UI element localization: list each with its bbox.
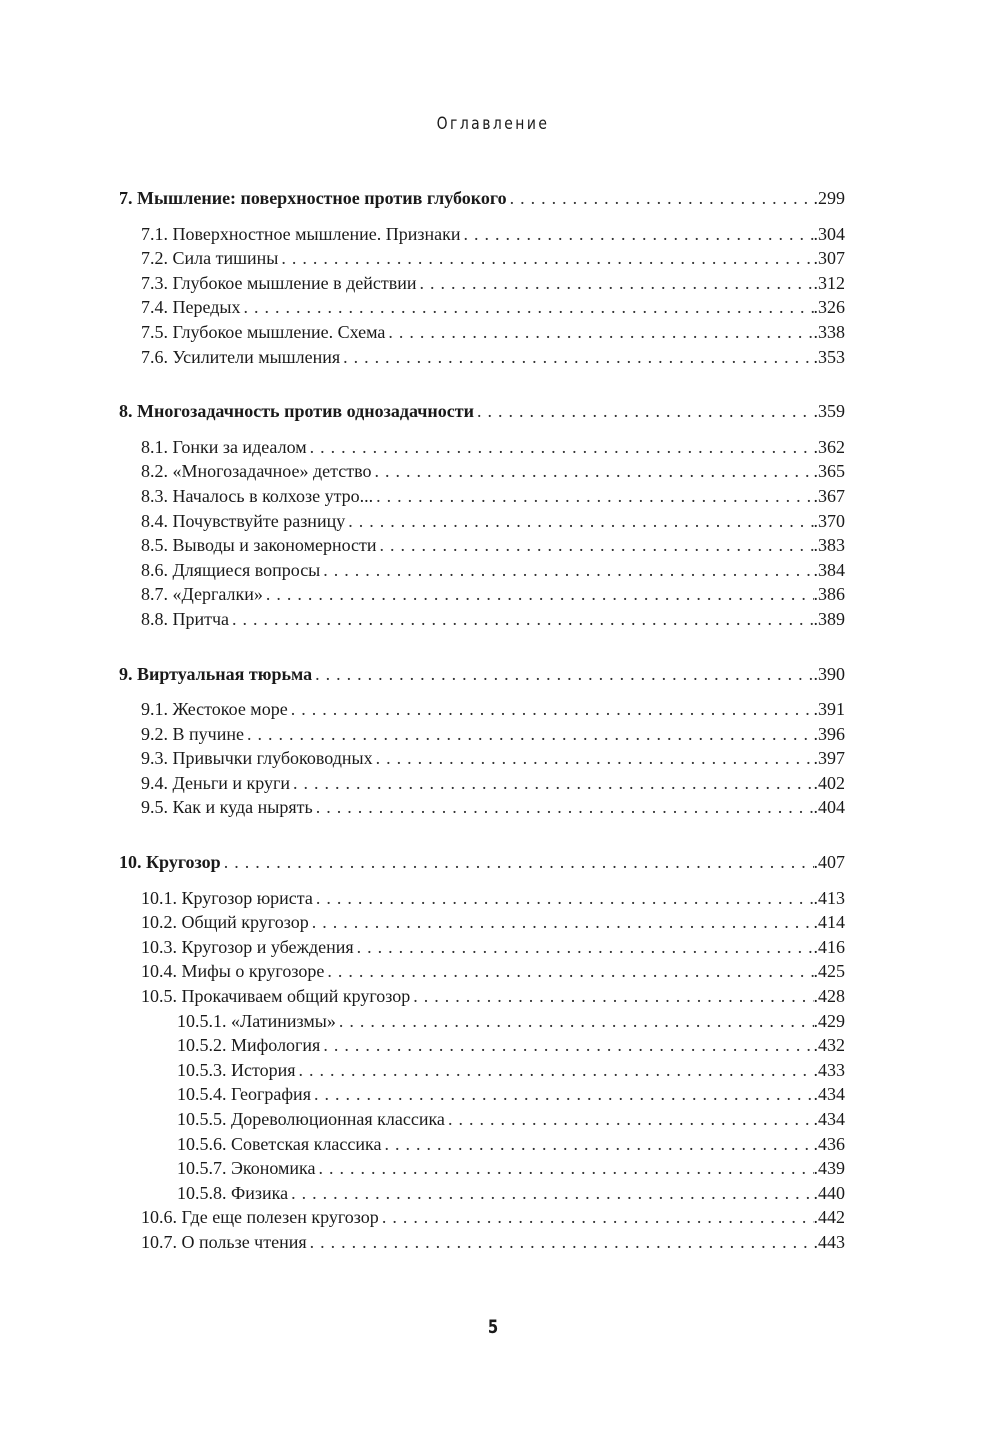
dot-leader [307, 435, 814, 460]
toc-subsection-entry[interactable] [119, 1107, 845, 1132]
toc-chapter-entry[interactable] [119, 662, 845, 687]
subsection-title: 10.5.5. Дореволюционная классика [177, 1109, 445, 1129]
section-title: 7.4. Передых [141, 297, 241, 318]
chapter-title: 8. Многозадачность против однозадачности [119, 401, 474, 422]
section-page: .326 [813, 297, 845, 318]
section-title: 10.6. Где еще полезен кругозор [141, 1207, 379, 1228]
page-number: 5 [487, 1316, 499, 1338]
section-page: .386 [813, 584, 845, 605]
section-page: .365 [813, 461, 845, 482]
toc-section-entry[interactable] [119, 320, 845, 345]
section-title: 7.3. Глубокое мышление в действии [141, 272, 417, 293]
dot-leader [324, 959, 813, 984]
toc-section-entry[interactable] [119, 1230, 845, 1255]
section-page: .413 [813, 887, 845, 908]
toc-section-entry[interactable] [119, 795, 845, 820]
dot-leader [288, 1181, 813, 1206]
toc-section-entry[interactable] [119, 271, 845, 296]
dot-leader [296, 1058, 814, 1083]
section-page: .304 [813, 223, 845, 244]
section-title: 8.1. Гонки за идеалом [141, 436, 307, 457]
subsection-title: 10.5.3. История [177, 1059, 296, 1080]
section-page: .414 [813, 912, 845, 933]
subsection-title: 10.5.1. «Латинизмы» [177, 1010, 336, 1031]
toc-chapter-entry[interactable] [119, 850, 845, 875]
section-page: .362 [813, 436, 845, 457]
toc-section-entry[interactable] [119, 533, 845, 558]
section-page: .370 [813, 510, 845, 531]
subsection-page: .440 [813, 1182, 845, 1203]
subsection-title: 10.5.6. Советская классика [177, 1133, 382, 1154]
dot-leader [313, 795, 814, 820]
toc-subsection-entry[interactable] [119, 1156, 845, 1181]
toc-subsection-entry[interactable] [119, 1009, 845, 1034]
section-title: 10.2. Общий кругозор [141, 912, 309, 933]
toc-section-entry[interactable] [119, 746, 845, 771]
section-title: 10.5. Прокачиваем общий кругозор [141, 986, 411, 1007]
dot-leader [241, 295, 814, 320]
toc-section-entry[interactable] [119, 484, 845, 509]
section-page: .389 [813, 608, 845, 629]
toc-chapter-entry[interactable] [119, 186, 845, 211]
toc-subsection-entry[interactable] [119, 1181, 845, 1206]
section-title: 9.2. В пучине [141, 723, 244, 744]
chapter-page: .359 [813, 401, 845, 422]
chapter-title: 7. Мышление: поверхностное против глубокого [119, 188, 507, 208]
toc-section-entry[interactable] [119, 722, 845, 747]
section-title: 9.5. Как и куда нырять [141, 797, 313, 818]
dot-leader [320, 558, 813, 583]
toc-section-entry[interactable] [119, 295, 845, 320]
dot-leader [307, 1230, 814, 1255]
section-page: .416 [813, 936, 845, 957]
toc-section-entry[interactable] [119, 459, 845, 484]
dot-leader [379, 1205, 814, 1230]
section-title: 7.6. Усилители мышления [141, 346, 341, 367]
chapter-title: 9. Виртуальная тюрьма [119, 663, 313, 684]
dot-leader [320, 1033, 813, 1058]
section-title: 10.1. Кругозор юриста [141, 887, 313, 908]
subsection-title: 10.5.2. Мифология [177, 1035, 321, 1056]
section-page: .391 [813, 699, 845, 720]
subsection-page: .434 [813, 1109, 845, 1129]
dot-leader [474, 399, 814, 424]
subsection-page: .436 [813, 1133, 845, 1154]
chapter-title: 10. Кругозор [119, 852, 221, 873]
section-page: .428 [813, 986, 845, 1007]
subsection-page: .439 [813, 1158, 845, 1179]
toc-chapter-entry[interactable] [119, 399, 845, 424]
dot-leader [385, 320, 813, 345]
toc-subsection-entry[interactable] [119, 1132, 845, 1157]
chapter-page: .390 [813, 663, 845, 684]
section-title: 8.4. Почувствуйте разницу [141, 510, 346, 531]
dot-leader [290, 771, 813, 796]
chapter-spacer [119, 632, 845, 662]
toc-section-entry[interactable] [119, 697, 845, 722]
dot-leader [377, 533, 814, 558]
dot-leader [311, 1082, 814, 1107]
toc-section-entry[interactable] [119, 345, 845, 370]
dot-leader [460, 222, 813, 247]
chapter-page: .407 [813, 852, 845, 873]
section-page: .384 [813, 559, 845, 580]
dot-leader [371, 459, 813, 484]
subsection-page: .433 [813, 1059, 845, 1080]
toc-section-entry[interactable] [119, 558, 845, 583]
dot-leader [313, 886, 814, 911]
section-page: .312 [813, 272, 845, 293]
subsection-page: .429 [813, 1010, 845, 1031]
dot-leader [309, 910, 814, 935]
table-of-contents [119, 186, 845, 1255]
dot-leader [373, 746, 814, 771]
toc-subsection-entry[interactable] [119, 1082, 845, 1107]
dot-leader [288, 697, 814, 722]
section-page: .404 [813, 797, 845, 818]
section-title: 8.2. «Многозадачное» детство [141, 461, 372, 482]
dot-leader [278, 246, 813, 271]
dot-leader [340, 345, 813, 370]
section-page: .443 [813, 1231, 845, 1252]
section-title: 8.8. Притча [141, 608, 230, 629]
section-title: 10.4. Мифы о кругозоре [141, 961, 325, 982]
toc-subsection-entry[interactable] [119, 1058, 845, 1083]
chapter-page: .299 [813, 188, 845, 208]
dot-leader [312, 662, 813, 687]
toc-section-entry[interactable] [119, 435, 845, 460]
section-title: 7.5. Глубокое мышление. Схема [141, 321, 386, 342]
dot-leader [373, 484, 813, 509]
dot-leader [221, 850, 814, 875]
toc-section-entry[interactable] [119, 222, 845, 247]
section-title: 8.3. Началось в колхозе утро... [141, 485, 374, 506]
dot-leader [263, 582, 814, 607]
section-page: .353 [813, 346, 845, 367]
section-title: 8.7. «Дергалки» [141, 584, 263, 605]
section-title: 8.5. Выводы и закономерности [141, 535, 377, 556]
section-title: 8.6. Длящиеся вопросы [141, 559, 321, 580]
chapter-spacer [119, 369, 845, 399]
toc-section-entry[interactable] [119, 582, 845, 607]
section-page: .425 [813, 961, 845, 982]
section-title: 9.4. Деньги и круги [141, 772, 291, 793]
dot-leader [336, 1009, 814, 1034]
toc-section-entry[interactable] [119, 886, 845, 911]
toc-section-entry[interactable] [119, 1205, 845, 1230]
subsection-page: .434 [813, 1084, 845, 1105]
toc-section-entry[interactable] [119, 935, 845, 960]
section-title: 10.3. Кругозор и убеждения [141, 936, 354, 957]
toc-section-entry[interactable] [119, 910, 845, 935]
toc-section-entry[interactable] [119, 771, 845, 796]
section-title: 9.1. Жестокое море [141, 699, 288, 720]
toc-section-entry[interactable] [119, 984, 845, 1009]
dot-leader [345, 509, 813, 534]
section-title: 10.7. О пользе чтения [141, 1231, 307, 1252]
section-page: .307 [813, 248, 845, 269]
toc-section-entry[interactable] [119, 509, 845, 534]
section-title: 7.1. Поверхностное мышление. Признаки [141, 223, 461, 244]
chapter-spacer [119, 820, 845, 850]
section-page: .383 [813, 535, 845, 556]
section-page: .402 [813, 772, 845, 793]
dot-leader [410, 984, 813, 1009]
dot-leader [445, 1107, 814, 1132]
section-page: .396 [813, 723, 845, 744]
subsection-title: 10.5.8. Физика [177, 1182, 289, 1203]
dot-leader [382, 1132, 814, 1157]
dot-leader [244, 722, 814, 747]
dot-leader [507, 186, 814, 211]
page-title: Оглавление [436, 114, 550, 134]
section-page: .442 [813, 1207, 845, 1228]
dot-leader [316, 1156, 814, 1181]
section-page: .397 [813, 748, 845, 769]
subsection-page: .432 [813, 1035, 845, 1056]
section-title: 7.2. Сила тишины [141, 248, 279, 269]
dot-leader [354, 935, 814, 960]
toc-section-entry[interactable] [119, 959, 845, 984]
toc-subsection-entry[interactable] [119, 1033, 845, 1058]
toc-section-entry[interactable] [119, 607, 845, 632]
section-page: .367 [813, 485, 845, 506]
section-title: 9.3. Привычки глубоководных [141, 748, 373, 769]
subsection-title: 10.5.4. География [177, 1084, 311, 1105]
dot-leader [229, 607, 813, 632]
dot-leader [416, 271, 813, 296]
section-page: .338 [813, 321, 845, 342]
subsection-title: 10.5.7. Экономика [177, 1158, 316, 1179]
toc-section-entry[interactable] [119, 246, 845, 271]
